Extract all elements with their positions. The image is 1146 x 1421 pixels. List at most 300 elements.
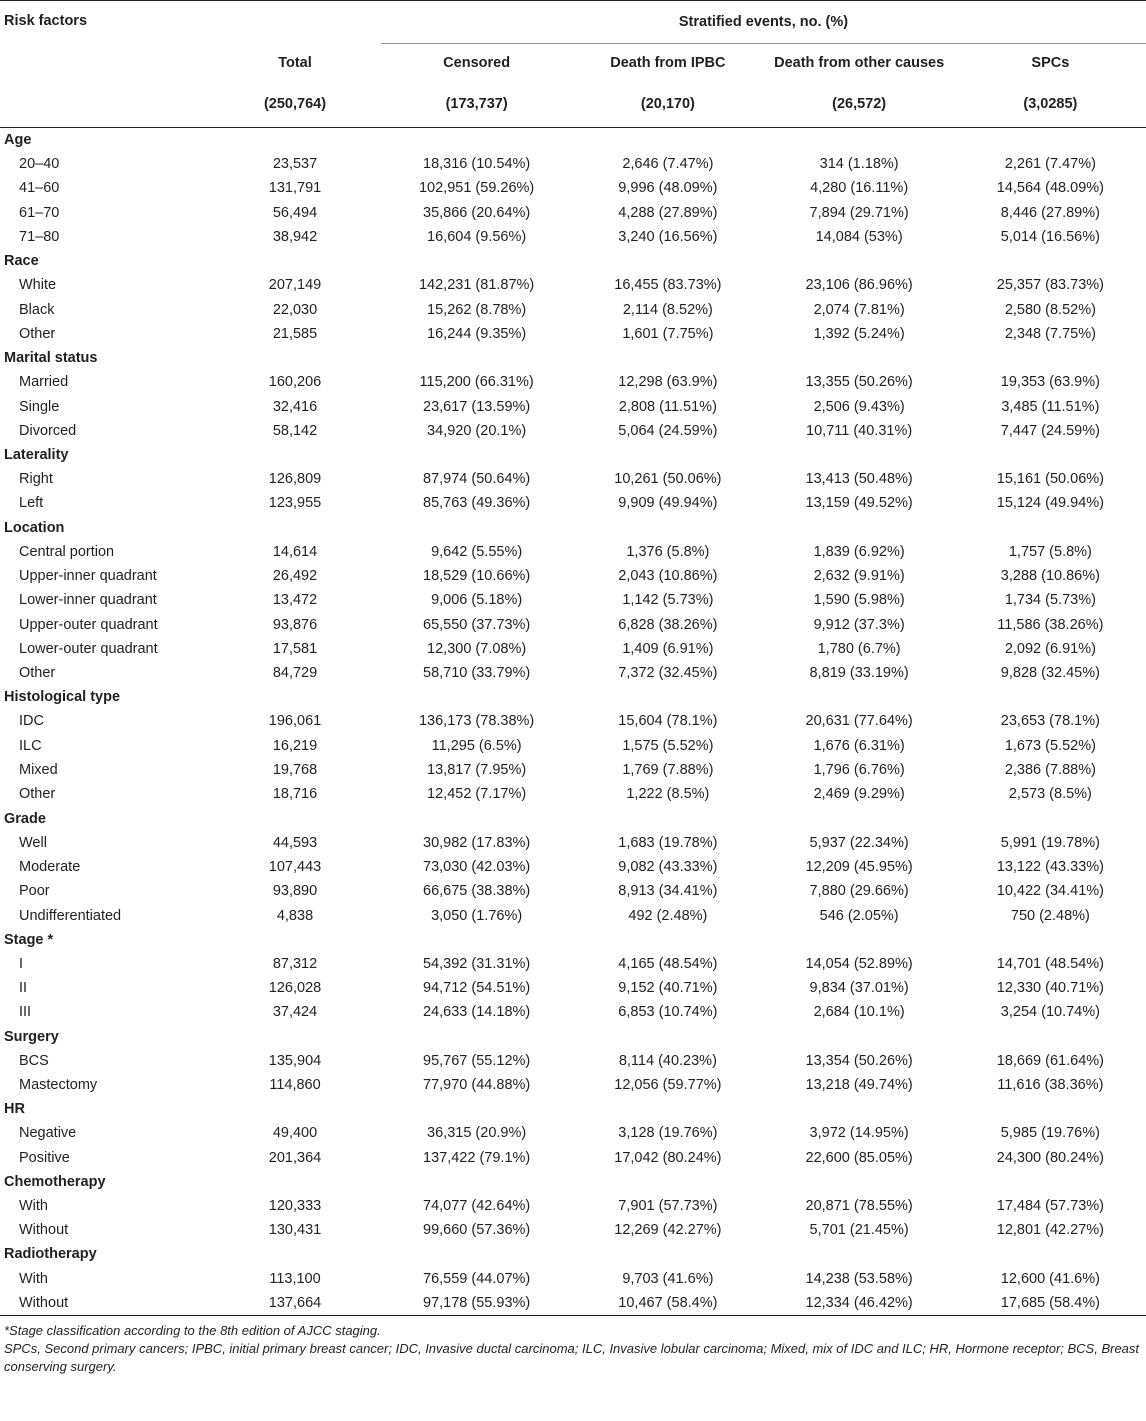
cell-spcs: 11,586 (38.26%): [997, 616, 1104, 633]
cell-death-other: 22,600 (85.05%): [805, 1149, 913, 1166]
cell-death-other: 23,106 (86.96%): [805, 277, 913, 294]
footnotes: [0, 1316, 1146, 1376]
cell-death-other: 9,912 (37.3%): [813, 616, 905, 633]
cell-spcs: 8,446 (27.89%): [1000, 204, 1100, 221]
row-label: Upper-inner quadrant: [19, 568, 157, 584]
cell-death-ipbc: 12,269 (42.27%): [614, 1222, 722, 1239]
cell-death-other: 546 (2.05%): [819, 907, 899, 924]
cell-death-ipbc: 16,455 (83.73%): [614, 277, 722, 294]
cell-censored: 13,817 (7.95%): [427, 762, 527, 779]
cell-death-ipbc: 12,056 (59.77%): [614, 1077, 722, 1094]
row-label: Other: [19, 786, 56, 803]
row-label: Upper-outer quadrant: [19, 616, 158, 633]
table-row: [0, 1049, 1146, 1073]
row-label: 20–40: [19, 156, 60, 173]
category-row: [0, 516, 1146, 540]
table-row: [0, 201, 1146, 225]
cell-death-other: 5,701 (21.45%): [809, 1222, 909, 1239]
cell-spcs: 1,757 (5.8%): [1008, 543, 1092, 560]
cell-death-ipbc: 2,646 (7.47%): [622, 156, 714, 173]
cell-death-other: 314 (1.18%): [819, 156, 899, 173]
cell-censored: 36,315 (20.9%): [427, 1125, 527, 1142]
category-row: [0, 685, 1146, 709]
category-row: [0, 1025, 1146, 1049]
table-row: [0, 1121, 1146, 1145]
cell-spcs: 2,386 (7.88%): [1004, 762, 1096, 779]
cell-censored: 16,604 (9.56%): [427, 229, 527, 246]
cell-death-other: 1,590 (5.98%): [813, 592, 905, 609]
cell-death-other: 2,074 (7.81%): [813, 301, 905, 318]
row-label: Single: [19, 398, 60, 415]
header-censored: Censored: [443, 54, 511, 71]
row-label: ILC: [19, 737, 42, 754]
cell-death-other: 1,780 (6.7%): [817, 640, 901, 657]
category-label: Location: [4, 519, 65, 536]
cell-total: 135,904: [268, 1052, 322, 1069]
cell-death-ipbc: 3,128 (19.76%): [618, 1125, 718, 1142]
cell-spcs: 19,353 (63.9%): [1000, 374, 1100, 391]
cell-censored: 18,316 (10.54%): [423, 156, 531, 173]
cell-death-other: 3,972 (14.95%): [809, 1125, 909, 1142]
cell-death-other: 20,631 (77.64%): [805, 713, 913, 730]
cell-death-ipbc: 8,913 (34.41%): [618, 883, 718, 900]
cell-death-ipbc: 2,114 (8.52%): [622, 301, 713, 318]
cell-censored: 97,178 (55.93%): [381, 1291, 572, 1316]
cell-total: 93,876: [272, 616, 318, 633]
cell-spcs: 1,734 (5.73%): [1004, 592, 1096, 609]
cell-death-ipbc: 1,376 (5.8%): [626, 543, 710, 560]
row-label: With: [19, 1197, 48, 1214]
row-label: Negative: [19, 1125, 77, 1142]
cell-spcs: 2,580 (8.52%): [1004, 301, 1096, 318]
row-label: Mixed: [19, 762, 58, 779]
category-label: Surgery: [4, 1028, 59, 1045]
cell-death-ipbc: 12,298 (63.9%): [618, 374, 718, 391]
cell-spcs: 12,330 (40.71%): [996, 980, 1104, 997]
cell-death-ipbc: 1,575 (5.52%): [622, 737, 714, 754]
header-stratified-events: Stratified events, no. (%): [381, 1, 1146, 44]
row-label: BCS: [19, 1052, 49, 1069]
cell-death-other: 4,280 (16.11%): [810, 180, 909, 197]
table-row: [0, 1291, 1146, 1316]
category-row: [0, 346, 1146, 370]
category-label: Laterality: [4, 446, 69, 463]
cell-total: 56,494: [272, 204, 318, 221]
cell-death-other: 13,354 (50.26%): [805, 1052, 913, 1069]
row-label: Well: [19, 834, 47, 851]
category-row: [0, 1170, 1146, 1194]
cell-censored: 15,262 (8.78%): [427, 301, 527, 318]
cell-death-other: 14,084 (53%): [815, 229, 903, 246]
table-row: [0, 540, 1146, 564]
cell-total: 49,400: [272, 1125, 318, 1142]
row-label: I: [19, 955, 24, 972]
row-label: 61–70: [19, 204, 60, 221]
cell-censored: 24,633 (14.18%): [423, 1004, 531, 1021]
row-label: Married: [19, 374, 69, 391]
category-label: Age: [4, 132, 32, 148]
cell-total: 19,768: [272, 762, 318, 779]
cell-death-ipbc: 1,409 (6.91%): [622, 640, 714, 657]
cell-total: 196,061: [268, 713, 322, 730]
table-row: [0, 152, 1146, 176]
row-label: Mastectomy: [19, 1077, 98, 1094]
cell-spcs: 10,422 (34.41%): [996, 883, 1104, 900]
cell-death-ipbc: 2,808 (11.51%): [618, 398, 717, 415]
table-row: [0, 588, 1146, 612]
cell-censored: 94,712 (54.51%): [423, 980, 531, 997]
cell-total: 123,955: [268, 495, 322, 512]
cell-censored: 85,763 (49.36%): [423, 495, 531, 512]
row-label: Left: [19, 495, 44, 512]
table-row: [0, 1218, 1146, 1242]
cell-death-ipbc: 3,240 (16.56%): [618, 229, 718, 246]
category-label: Grade: [4, 810, 46, 827]
table-row: [0, 831, 1146, 855]
cell-spcs: 11,616 (38.36%): [997, 1077, 1104, 1094]
table-row: [0, 855, 1146, 879]
table-row: [0, 952, 1146, 976]
cell-death-other: 8,819 (33.19%): [809, 665, 909, 682]
cell-censored: 11,295 (6.5%): [431, 737, 522, 754]
table-row: [0, 225, 1146, 249]
cell-spcs: 14,701 (48.54%): [996, 955, 1104, 972]
cell-censored: 54,392 (31.31%): [423, 955, 531, 972]
cell-death-other: 7,880 (29.66%): [809, 883, 909, 900]
cell-spcs: 2,092 (6.91%): [1004, 640, 1096, 657]
table-row: [0, 394, 1146, 418]
cell-spcs: 25,357 (83.73%): [996, 277, 1104, 294]
row-label: With: [19, 1270, 48, 1287]
table-row: [0, 976, 1146, 1000]
cell-death-other: 14,054 (52.89%): [805, 955, 913, 972]
row-label: 41–60: [19, 180, 60, 197]
table-row: [0, 661, 1146, 685]
cell-death-other: 2,469 (9.29%): [813, 786, 905, 803]
row-label: White: [19, 277, 57, 294]
category-row: [0, 128, 1146, 153]
cell-spcs: 750 (2.48%): [1010, 907, 1090, 924]
cell-spcs: 5,991 (19.78%): [1000, 834, 1100, 851]
cell-total: 130,431: [268, 1222, 322, 1239]
row-label: 71–80: [19, 229, 60, 246]
table-row: [0, 1194, 1146, 1218]
cell-spcs: 15,161 (50.06%): [996, 471, 1104, 488]
cell-total: 18,716: [272, 786, 318, 803]
cell-censored: 87,974 (50.64%): [423, 471, 531, 488]
cell-censored: 12,452 (7.17%): [427, 786, 527, 803]
cell-censored: 99,660 (57.36%): [423, 1222, 531, 1239]
header-n-death-other: (26,572): [764, 82, 955, 128]
cell-total: 13,472: [272, 592, 318, 609]
cell-total: 44,593: [272, 834, 318, 851]
row-label: Lower-inner quadrant: [19, 592, 157, 609]
table-row: [0, 467, 1146, 491]
cell-total: 114,860: [269, 1077, 321, 1094]
header-death-ipbc: Death from IPBC: [610, 54, 726, 71]
header-row-2: [0, 44, 1146, 82]
cell-censored: 9,006 (5.18%): [431, 592, 523, 609]
table-row: [0, 297, 1146, 321]
table-row: [0, 1266, 1146, 1290]
cell-death-other: 1,392 (5.24%): [813, 325, 905, 342]
row-label: Other: [19, 665, 56, 682]
cell-death-other: 5,937 (22.34%): [809, 834, 909, 851]
header-n-spcs: (3,0285): [955, 82, 1146, 128]
cell-death-other: 1,676 (6.31%): [813, 737, 905, 754]
cell-total: 16,219: [272, 737, 318, 754]
cell-death-ipbc: 9,703 (41.6%): [622, 1270, 714, 1287]
cell-death-other: 9,834 (37.01%): [809, 980, 909, 997]
cell-total: 113,100: [269, 1270, 321, 1287]
cell-death-ipbc: 1,683 (19.78%): [618, 834, 718, 851]
cell-spcs: 2,348 (7.75%): [1004, 325, 1096, 342]
cell-censored: 58,710 (33.79%): [423, 665, 531, 682]
cell-death-ipbc: 6,853 (10.74%): [618, 1004, 718, 1021]
table-row: [0, 612, 1146, 636]
table-row: [0, 1000, 1146, 1024]
cell-total: 107,443: [268, 858, 322, 875]
cell-spcs: 14,564 (48.09%): [996, 180, 1104, 197]
cell-total: 26,492: [272, 568, 318, 584]
cell-spcs: 12,600 (41.6%): [1000, 1270, 1100, 1287]
header-row-3: [0, 82, 1146, 128]
category-row: [0, 443, 1146, 467]
table-row: [0, 1073, 1146, 1097]
category-label: Marital status: [4, 350, 98, 367]
cell-death-ipbc: 6,828 (38.26%): [618, 616, 718, 633]
row-label: III: [19, 1004, 32, 1021]
table-row: [0, 491, 1146, 515]
cell-death-ipbc: 9,996 (48.09%): [618, 180, 718, 197]
cell-total: 93,890: [272, 883, 318, 900]
cell-censored: 74,077 (42.64%): [423, 1197, 531, 1214]
cell-censored: 18,529 (10.66%): [423, 568, 531, 584]
row-label: Black: [19, 301, 55, 318]
table-row: [0, 370, 1146, 394]
cell-total: 87,312: [272, 955, 318, 972]
cell-death-ipbc: 5,064 (24.59%): [618, 422, 718, 439]
cell-spcs: 12,801 (42.27%): [996, 1222, 1104, 1239]
table-row: [0, 782, 1146, 806]
cell-death-ipbc: 9,909 (49.94%): [618, 495, 718, 512]
header-death-other: Death from other causes: [774, 54, 945, 71]
table-row: [0, 564, 1146, 588]
cell-spcs: 7,447 (24.59%): [1000, 422, 1100, 439]
cell-death-ipbc: 8,114 (40.23%): [618, 1052, 717, 1069]
table-row: [0, 637, 1146, 661]
cell-total: 137,664: [209, 1291, 381, 1316]
cell-censored: 115,200 (66.31%): [419, 374, 534, 391]
cell-total: 207,149: [268, 277, 322, 294]
row-label: Central portion: [19, 543, 115, 560]
cell-death-ipbc: 7,901 (57.73%): [618, 1197, 718, 1214]
cell-death-other: 1,796 (6.76%): [813, 762, 905, 779]
cell-spcs: 9,828 (32.45%): [1000, 665, 1100, 682]
cell-total: 23,537: [272, 156, 318, 173]
cell-death-ipbc: 1,769 (7.88%): [622, 762, 714, 779]
category-label: Chemotherapy: [4, 1173, 106, 1190]
row-label: IDC: [19, 713, 44, 730]
cell-death-other: 13,355 (50.26%): [805, 374, 913, 391]
cell-spcs: 1,673 (5.52%): [1004, 737, 1096, 754]
cell-spcs: 2,261 (7.47%): [1004, 156, 1096, 173]
cell-spcs: 2,573 (8.5%): [1008, 786, 1092, 803]
cell-total: 37,424: [272, 1004, 318, 1021]
cell-spcs: 15,124 (49.94%): [996, 495, 1104, 512]
cell-spcs: 24,300 (80.24%): [996, 1149, 1104, 1166]
header-total: Total: [278, 54, 312, 71]
category-label: HR: [4, 1101, 25, 1118]
table-row: [0, 273, 1146, 297]
category-row: [0, 1242, 1146, 1266]
cell-death-other: 7,894 (29.71%): [809, 204, 909, 221]
cell-spcs: 17,484 (57.73%): [996, 1197, 1104, 1214]
table-row: [0, 879, 1146, 903]
row-label: Positive: [19, 1149, 70, 1166]
cell-total: 84,729: [272, 665, 318, 682]
cell-total: 201,364: [268, 1149, 322, 1166]
cell-death-ipbc: 9,152 (40.71%): [618, 980, 718, 997]
category-label: Race: [4, 253, 39, 270]
cell-censored: 16,244 (9.35%): [427, 325, 527, 342]
cell-total: 38,942: [272, 229, 318, 246]
cell-death-other: 20,871 (78.55%): [805, 1197, 913, 1214]
cell-total: 120,333: [268, 1197, 322, 1214]
cell-total: 160,206: [268, 374, 322, 391]
cell-censored: 137,422 (79.1%): [423, 1149, 531, 1166]
row-label: II: [19, 980, 28, 997]
cell-death-other: 10,711 (40.31%): [806, 422, 913, 439]
category-row: [0, 807, 1146, 831]
cell-total: 131,791: [268, 180, 322, 197]
cell-death-ipbc: 2,043 (10.86%): [618, 568, 718, 584]
category-row: [0, 1097, 1146, 1121]
header-risk-factors: Risk factors: [0, 1, 209, 44]
cell-censored: 23,617 (13.59%): [423, 398, 531, 415]
footnote-abbreviations: SPCs, Second primary cancers; IPBC, initial primary breast cancer; IDC, Invasive ductal carcinoma; ILC, Invasive lobular carcinoma; Mixed, mix of IDC and ILC; HR, Hormone receptor; BCS, Breast conserving surgery.: [4, 1340, 1140, 1374]
cell-spcs: 3,254 (10.74%): [1000, 1004, 1100, 1021]
cell-death-ipbc: 4,288 (27.89%): [618, 204, 718, 221]
header-spcs: SPCs: [1031, 54, 1070, 71]
cell-censored: 3,050 (1.76%): [431, 907, 523, 924]
cell-death-ipbc: 15,604 (78.1%): [618, 713, 718, 730]
cell-total: 32,416: [272, 398, 318, 415]
cell-censored: 65,550 (37.73%): [423, 616, 531, 633]
cell-spcs: 5,014 (16.56%): [1000, 229, 1100, 246]
cell-death-other: 12,334 (46.42%): [764, 1291, 955, 1316]
cell-death-other: 12,209 (45.95%): [805, 858, 913, 875]
cell-death-ipbc: 1,142 (5.73%): [622, 592, 714, 609]
cell-death-other: 13,218 (49.74%): [805, 1077, 913, 1094]
category-label: Histological type: [4, 689, 121, 706]
cell-censored: 30,982 (17.83%): [423, 834, 531, 851]
row-label: Lower-outer quadrant: [19, 640, 158, 657]
cell-death-ipbc: 7,372 (32.45%): [618, 665, 718, 682]
cell-spcs: 3,288 (10.86%): [1000, 568, 1100, 584]
cell-spcs: 3,485 (11.51%): [1001, 398, 1100, 415]
cell-total: 22,030: [272, 301, 318, 318]
cell-death-ipbc: 9,082 (43.33%): [618, 858, 718, 875]
cell-death-ipbc: 10,467 (58.4%): [572, 1291, 763, 1316]
cell-censored: 12,300 (7.08%): [427, 640, 527, 657]
cell-spcs: 18,669 (61.64%): [996, 1052, 1104, 1069]
cell-censored: 9,642 (5.55%): [431, 543, 523, 560]
cell-death-other: 14,238 (53.58%): [805, 1270, 913, 1287]
row-label: Poor: [19, 883, 50, 900]
row-label: Undifferentiated: [19, 907, 122, 924]
cell-death-other: 2,506 (9.43%): [813, 398, 905, 415]
cell-death-other: 13,159 (49.52%): [805, 495, 913, 512]
category-label: Stage *: [4, 931, 54, 948]
cell-total: 17,581: [272, 640, 318, 657]
category-row: [0, 928, 1146, 952]
table-row: [0, 903, 1146, 927]
category-row: [0, 249, 1146, 273]
cell-death-other: 2,632 (9.91%): [813, 568, 905, 584]
row-label: Divorced: [19, 422, 77, 439]
cell-total: 4,838: [276, 907, 314, 924]
table-row: [0, 419, 1146, 443]
cell-total: 21,585: [272, 325, 318, 342]
table-row: [0, 758, 1146, 782]
row-label: Without: [19, 1222, 69, 1239]
row-label: Moderate: [19, 858, 81, 875]
cell-censored: 34,920 (20.1%): [427, 422, 527, 439]
cell-total: 126,809: [268, 471, 322, 488]
table-row: [0, 734, 1146, 758]
cell-spcs: 13,122 (43.33%): [996, 858, 1104, 875]
row-label: Without: [0, 1291, 209, 1316]
cell-censored: 73,030 (42.03%): [423, 858, 531, 875]
cell-censored: 95,767 (55.12%): [423, 1052, 531, 1069]
cell-death-ipbc: 1,222 (8.5%): [626, 786, 710, 803]
cell-death-other: 2,684 (10.1%): [813, 1004, 905, 1021]
cell-death-ipbc: 1,601 (7.75%): [622, 325, 714, 342]
table-row: [0, 709, 1146, 733]
header-n-death-ipbc: (20,170): [572, 82, 763, 128]
header-n-total: (250,764): [209, 82, 381, 128]
category-label: Radiotherapy: [4, 1246, 97, 1263]
table-row: [0, 176, 1146, 200]
cell-death-other: 13,413 (50.48%): [805, 471, 913, 488]
cell-censored: 77,970 (44.88%): [423, 1077, 531, 1094]
cell-death-ipbc: 492 (2.48%): [628, 907, 708, 924]
cell-censored: 76,559 (44.07%): [423, 1270, 531, 1287]
row-label: Other: [19, 325, 56, 342]
cell-censored: 35,866 (20.64%): [423, 204, 531, 221]
cell-total: 126,028: [268, 980, 322, 997]
row-label: Right: [19, 471, 53, 488]
header-row-1: [0, 1, 1146, 44]
cell-censored: 136,173 (78.38%): [418, 713, 535, 730]
cell-spcs: 5,985 (19.76%): [1000, 1125, 1100, 1142]
cell-censored: 66,675 (38.38%): [423, 883, 531, 900]
cell-death-other: 1,839 (6.92%): [813, 543, 905, 560]
header-n-censored: (173,737): [381, 82, 572, 128]
cell-death-ipbc: 17,042 (80.24%): [614, 1149, 722, 1166]
cell-spcs: 17,685 (58.4%): [955, 1291, 1146, 1316]
cell-total: 58,142: [272, 422, 318, 439]
cell-censored: 142,231 (81.87%): [418, 277, 535, 294]
cell-death-ipbc: 4,165 (48.54%): [618, 955, 718, 972]
table-row: [0, 1146, 1146, 1170]
cell-death-ipbc: 10,261 (50.06%): [614, 471, 722, 488]
cell-spcs: 23,653 (78.1%): [1000, 713, 1100, 730]
cell-censored: 102,951 (59.26%): [418, 180, 535, 197]
cell-total: 14,614: [272, 543, 318, 560]
table-row: [0, 322, 1146, 346]
